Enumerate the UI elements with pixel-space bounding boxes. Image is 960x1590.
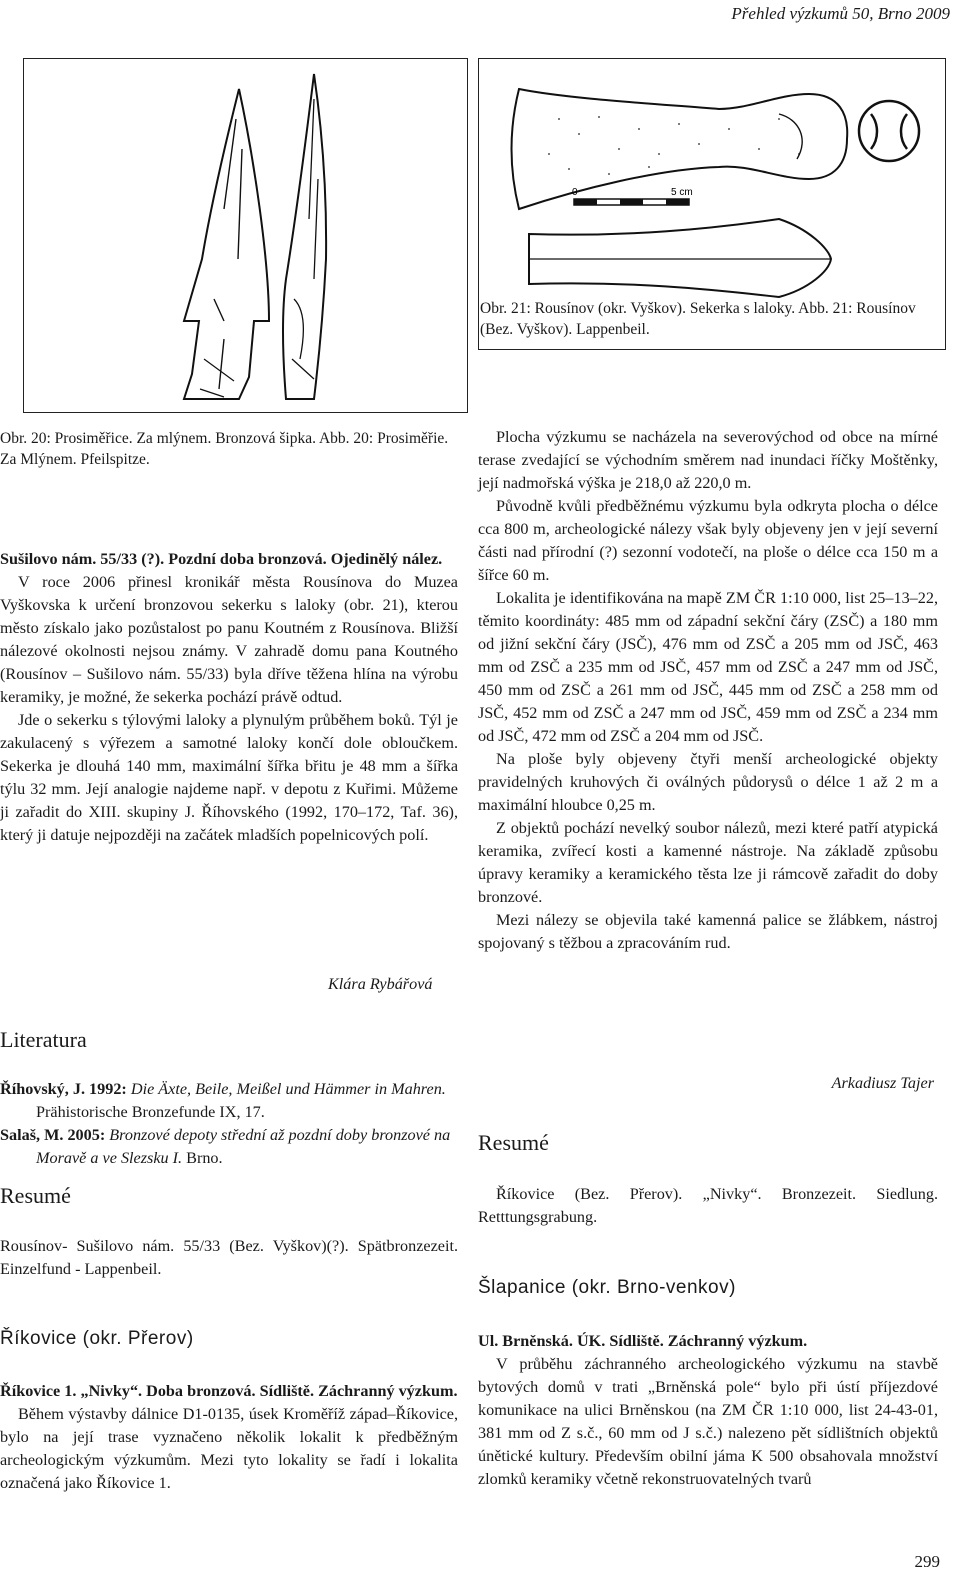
author-signature: Klára Rybářová bbox=[328, 975, 433, 993]
running-header: Přehled výzkumů 50, Brno 2009 bbox=[731, 4, 950, 23]
scale-five-label: 5 cm bbox=[671, 187, 693, 198]
site-heading-rikovice: Říkovice (okr. Přerov) bbox=[0, 1328, 194, 1349]
author-signature: Arkadiusz Tajer bbox=[831, 1074, 934, 1092]
arrowhead-drawing bbox=[24, 59, 467, 412]
figure-20-caption: Obr. 20: Prosiměřice. Za mlýnem. Bronzová šipka. Abb. 20: Prosiměřie. Za Mlýnem. Pfeilspitze. bbox=[0, 430, 449, 468]
resume-text-left: Rousínov- Sušilovo nám. 55/33 (Bez. Vyškov)(?). Spätbronzezeit. Einzelfund - Lappenbeil. bbox=[0, 1237, 458, 1278]
figure-20-box bbox=[23, 58, 468, 413]
reference-item: Říhovský, J. 1992: Die Äxte, Beile, Meißel und Hämmer in Mahren. Prähistorische Bronzefunde IX, 17. bbox=[0, 1080, 446, 1121]
paragraph: Jde o sekerku s týlovými laloky a plynulým průběhem boků. Týl je zakulacený s výřezem a samotné laloky končí dole obloučkem. Sekerka je dlouhá 140 mm, maximální šířka břitu je 48 mm a šířka týlu 32 mm. Její analogie najdeme např. v depotu z Kuřimi. Můžeme ji zařadit do XIII. skupiny J. Říhovského (1992, 170–172, Taf. 36), který ji datuje nejpozději na začátek mladších popelnicových polí. bbox=[0, 711, 458, 844]
slapanice-section: Ul. Brněnská. ÚK. Sídliště. Záchranný výzkum. V průběhu záchranného archeologického výzkumu na stavbě bytových domů v trati „Brněnská pole“ bylo při ústí příjezdové komunikace na ulici Brněnskou (na ZM ČR 1:10 000, list 24-43-01, 381 mm od Z s.č., 60 mm od J s.č.) nalezeno pět sídlištních objektů únětické kultury. Především obilní jáma K 500 obsahovala množství zlomků keramiky včetně rekonstruovatelných tvarů bbox=[478, 1332, 938, 1488]
site-heading-slapanice: Šlapanice (okr. Brno-venkov) bbox=[478, 1277, 736, 1298]
paragraph: V roce 2006 přinesl kronikář města Rousínova do Muzea Vyškovska k určení bronzovou sekerku s laloky (obr. 21), kterou město získalo jako pozůstalost po panu Koutném z Rousínova. Bližší nálezové okolnosti nejsou známy. V zahradě domu pana Koutného (Rousínov – Sušilovo nám. 55/33) byla dříve těžena hlína na výrobu keramiky, je možné, že sekerka pochází právě odtud. bbox=[0, 573, 458, 706]
references bbox=[0, 1078, 458, 1170]
resume-heading-right: Resumé bbox=[478, 1130, 549, 1155]
right-column: Plocha výzkumu se nacházela na severovýchod od obce na mírné terase zvedající se východním směrem nad inundaci říčky Moštěnky, její nadmořská výška je 218,0 až 220,0 m. Původně kvůli předběžnému výzkumu byla odkryta plocha o délce cca 800 m, archeologické nálezy však byly objeveny jen v její severní části nad přírodní (?) sezonní vodotečí, na ploše o délce cca 150 m a šířce 60 m. Lokalita je identifikována na mapě ZM ČR 1:10 000, list 25–13–22, těmito koordináty: 485 mm od západní sekční čáry (ZSČ) a 180 mm od jižní sekční čáry (JSČ), 476 mm od ZSČ a 205 mm od JSČ, 463 mm od ZSČ a 235 mm od JSČ, 457 mm od ZSČ a 247 mm od JSČ, 450 mm od ZSČ a 261 mm od JSČ, 445 mm od ZSČ a 258 mm od JSČ, 452 mm od ZSČ a 247 mm od JSČ, 459 mm od ZSČ a 234 mm od JSČ, 472 mm od ZSČ a 204 mm od JSČ. Na ploše byly objeveny čtyři menší archeologické objekty pravidelných kruhových či oválných půdorysů o délce 1 až 2 m a maximální hloubce 0,25 m. Z objektů pochází nevelký soubor nálezů, mezi které patří atypická keramika, zvířecí kosti a kamenné nástroje. Na základě způsobu úpravy keramiky a keramického těsta lze ji rámcově zařadit do doby bronzové. Mezi nálezy se objevila také kamenná palice se žlábkem, nástroj spojovaný s těžbou a zpracováním rud. bbox=[478, 428, 938, 952]
resume-text-right: Říkovice (Bez. Přerov). „Nivky“. Bronzezeit. Siedlung. Retttungsgrabung. bbox=[478, 1185, 938, 1226]
page-number: 299 bbox=[914, 1552, 940, 1571]
resume-heading-left: Resumé bbox=[0, 1183, 71, 1208]
scale-zero-label: 0 bbox=[572, 187, 578, 198]
literatura-heading: Literatura bbox=[0, 1027, 87, 1052]
figure-21-caption: Obr. 21: Rousínov (okr. Vyškov). Sekerka s laloky. Abb. 21: Rousínov (Bez. Vyškov). Lappenbeil. bbox=[480, 300, 916, 338]
section-title: Sušilovo nám. 55/33 (?). Pozdní doba bronzová. Ojedinělý nález. bbox=[0, 550, 443, 568]
reference-item: Salaš, M. 2005: Bronzové depoty střední až pozdní doby bronzové na Moravě a ve Slezsku I. Brno. bbox=[0, 1126, 451, 1167]
rikovice-section: Říkovice 1. „Nivky“. Doba bronzová. Sídliště. Záchranný výzkum. Během výstavby dálnice D1-0135, úsek Kroměříž západ–Říkovice, bylo na její trase vyznačeno několik lokalit k předběžným archeologickým výzkumům. Mezi tyto lokality se řadí i lokalita označená jako Říkovice 1. bbox=[0, 1382, 458, 1492]
left-column bbox=[0, 548, 458, 847]
